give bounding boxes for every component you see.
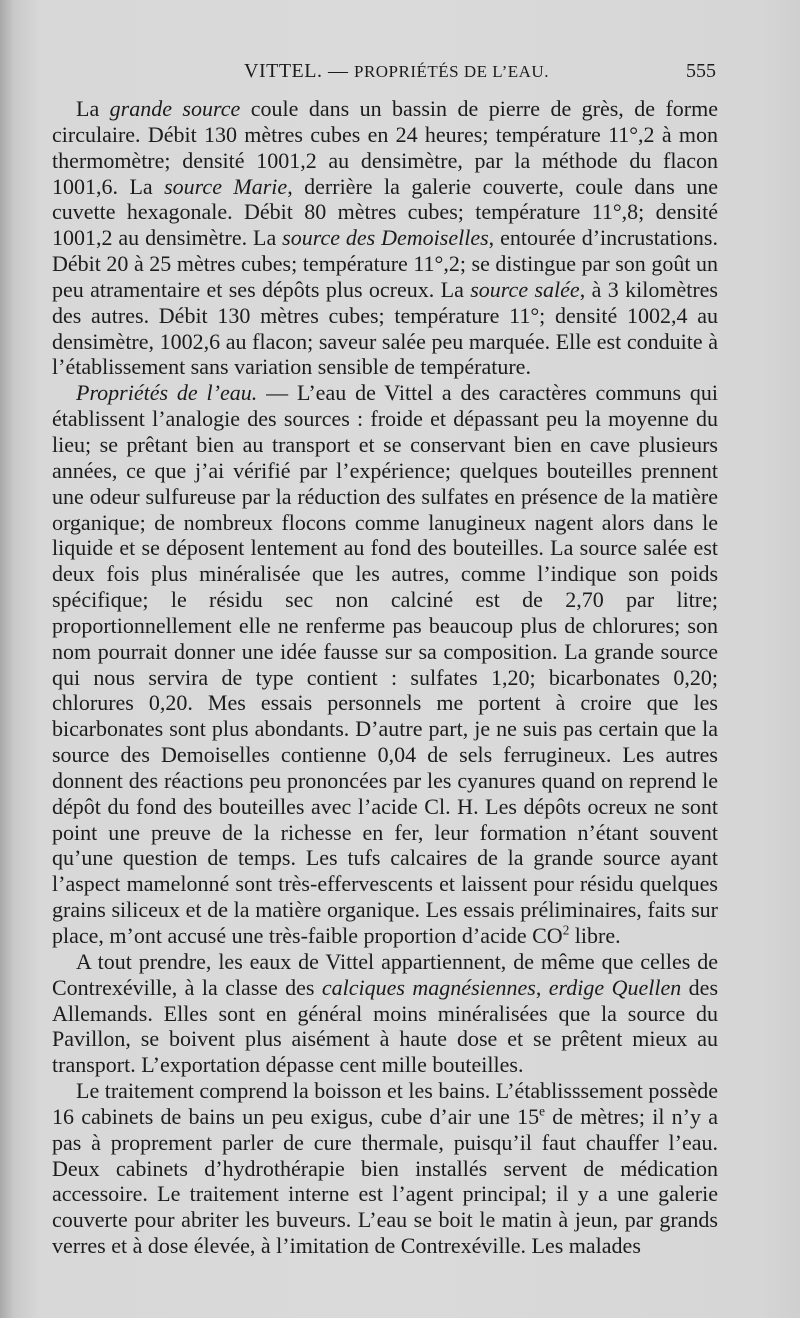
italic-term: source salée xyxy=(470,276,580,302)
text-run: , xyxy=(535,974,549,1000)
paragraph-sources xyxy=(52,96,718,380)
text-run: , à 3 kilomètres des autres. Débit 130 mètres cubes; température 11°; densité 1002,4 au densimètre, 1002,6 au flacon; saveur salée peu marquée. Elle est conduite à l’établissement sans variation sensible de température. xyxy=(52,276,718,380)
text-run: , derrière la galerie couverte, coule dans une cuvette hexagonale. Débit 80 mètres cubes; température 11°,8; densité 1001,2 au densimètre. La xyxy=(52,173,718,251)
italic-term: source Marie xyxy=(164,173,288,199)
italic-term: erdige Quellen xyxy=(548,974,682,1000)
body-text xyxy=(52,96,718,1259)
section-heading-inline: Propriétés de l’eau. xyxy=(76,380,258,406)
header-dash: — xyxy=(327,60,349,82)
text-run: coule dans un bassin de pierre de grès, de forme circulaire. Débit 130 mètres cubes en 24 heures; température 11°,2 à mon thermomètre; densité 1001,2 au densimètre, par la méthode du flacon 1001,6. La xyxy=(52,96,718,199)
paragraph-classification xyxy=(52,949,718,1078)
paragraph-treatment xyxy=(52,1078,718,1259)
header-place: VITTEL. xyxy=(244,60,323,82)
text-run: — L’eau de Vittel a des caractères communs qui établissent l’analogie des sources : froide et dépassant peu la moyenne du lieu; se prêtant bien au transport et se conservant bien en cave plusieurs années, ce que j’ai vérifié par l’expérience; quelques bouteilles prennent une odeur sulfureuse par la réduction des sulfates en présence de la matière organique; de nombreux flocons comme lanugineux nagent alors dans le liquide et se déposent lentement au fond des bouteilles. La source salée est deux fois plus minéralisée que les autres, comme l’indique son poids spécifique; le résidu sec non calciné est de 2,70 par litre; proportionnellement elle ne renferme pas beaucoup plus de chlorures; son nom pourrait donner une idée fausse sur sa composition. La grande source qui nous servira de type contient : sulfates 1,20; bicarbonates 0,20; chlorures 0,20. Mes essais personnels me portent à croire que les bicarbonates sont plus abondants. D’autre part, je ne suis pas certain que la source des Demoiselles contienne 0,04 de sels ferrugineux. Les autres donnent des réactions peu prononcées par les cyanures quand on reprend le dépôt du fond des bouteilles avec l’acide Cl. H. Les dépôts ocreux ne sont point une preuve de la richesse en fer, leur formation n’étant souvent qu’une question de temps. Les tufs calcaires de la grande source ayant l’aspect mamelonné sont très-effervescents et laissent pour résidu quelques grains siliceux et de la matière organique. Les essais préliminaires, faits sur place, m’ont accusé une très-faible proportion d’acide CO xyxy=(52,380,718,948)
italic-term: grande source xyxy=(109,96,241,121)
header-section: PROPRIÉTÉS DE L’EAU. xyxy=(353,62,549,81)
text-run: Le traitement comprend la boisson et les bains. L’établisssement possède 16 cabinets de bains un peu exigus, cube d’air une 15 xyxy=(52,1078,718,1129)
text-run: , entourée d’incrustations. Débit 20 à 25 mètres cubes; température 11°,2; se distingue par son goût un peu atramentaire et ses dépôts plus ocreux. La xyxy=(52,225,718,302)
text-run: des Allemands. Elles sont en général moins minéralisées que la source du Pavillon, se boivent plus aisément à haute dose et se prêtent mieux au transport. L’exportation dépasse cent mille bouteilles. xyxy=(52,974,719,1078)
text-run: A tout prendre, les eaux de Vittel appartiennent, de même que celles de Contrexéville, à la classe des xyxy=(52,948,718,1000)
page-number: 555 xyxy=(686,60,716,82)
paragraph-properties xyxy=(52,380,718,949)
text-run: La xyxy=(76,96,110,121)
italic-term: calciques magnésiennes xyxy=(321,974,536,1000)
italic-term: source des Demoiselles xyxy=(282,225,489,251)
text-run: libre. xyxy=(569,923,621,948)
running-header xyxy=(0,60,800,90)
superscript: 2 xyxy=(562,922,570,938)
superscript: e xyxy=(539,1103,545,1119)
header-title xyxy=(244,60,549,83)
text-run: de mètres; il n’y a pas à proprement parler de cure thermale, puisqu’il faut chauffer l’eau. Deux cabinets d’hydrothérapie bien installés servent de médication accessoire. Le traitement interne est l’agent principal; il y a une galerie couverte pour abriter les buveurs. L’eau se boit le matin à jeun, par grands verres et à dose élevée, à l’imitation de Contrexéville. Les malades xyxy=(52,1103,718,1259)
